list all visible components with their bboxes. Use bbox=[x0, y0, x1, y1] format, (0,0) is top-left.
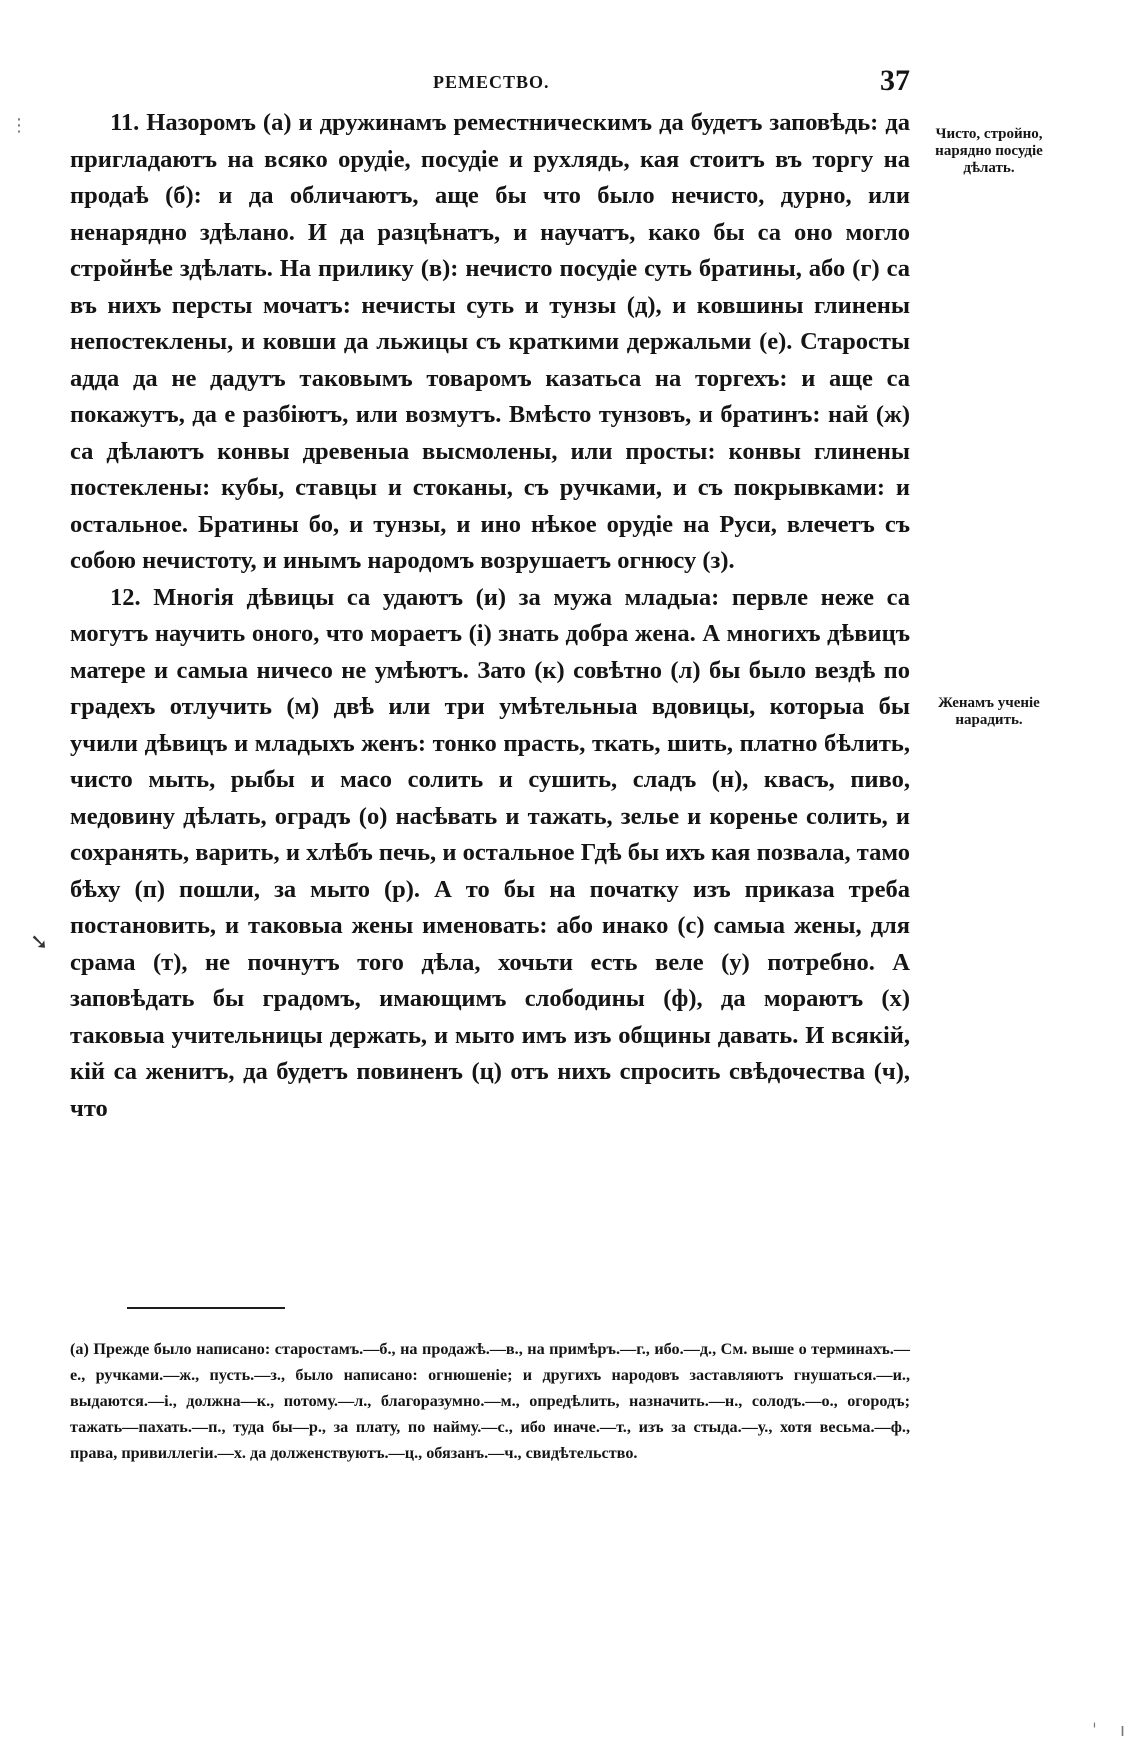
margin-note-women-education: Женамъ ученіе нарадить. bbox=[938, 695, 1040, 728]
page-number: 37 bbox=[880, 64, 910, 97]
bottom-margin-line: ı bbox=[1120, 1720, 1126, 1741]
paragraph-12: 12. Многія дѣвицы са удаютъ (и) за мужа младыа: первле неже са могутъ научить оного, что мораетъ (і) знать добра жена. А многихъ дѣвицъ матере и самыа ничесо не умѣютъ. Зато (к) совѣтно (л) бы было вездѣ по градехъ отлучить (м) двѣ или три умѣтельныа вдовицы, которыа бы учили дѣвицъ и младыхъ женъ: тонко прасть, ткать, шить, платно бѣлить, чисто мыть, рыбы и масо солить и сушить, сладъ (н), квасъ, пиво, медовину дѣлать, оградъ (о) насѣвать и тажать, зелье и коренье солить, и сохранять, варить, и хлѣбъ печь, и остальное Гдѣ бы ихъ кая позвала, тамо бѣху (п) пошли, за мыто (р). А то бы на початку изъ приказа треба постановить, и таковыа жены именовать: або инако (с) самыа жены, для срама (т), не почнутъ того дѣла, хочьти есть веле (у) потребно. А заповѣдать бы градомъ, имающимъ слободины (ф), да мораютъ (х) таковыа учительницы держать, и мыто имъ изъ общины давать. И всякій, кій са женитъ, да будетъ повиненъ (ц) отъ нихъ спросить свѣдочества (ч), что bbox=[70, 583, 910, 1122]
footnote-divider bbox=[127, 1307, 285, 1309]
bottom-margin-mark: ˈ bbox=[1092, 1720, 1097, 1741]
footnotes: (а) Прежде было написано: старостамъ.—б., на продажѣ.—в., на примѣръ.—г., ибо.—д., См. выше о терминахъ.—е., ручками.—ж., пусть.—з., было написано: огнюшеніе; и другихъ народовъ заставляютъ гнушаться.—и., выдаются.—і., должна—к., потому.—л., благоразумно.—м., опредѣлить, назначить.—н., солодъ.—о., огородъ; тажать—пахать.—п., туда бы—р., за плату, по найму.—с., ибо иначе.—т., изъ за стыда.—у., хотя весьма.—ф., права, привиллегіи.—х. да долженствуютъ.—ц., обязанъ.—ч., свидѣтельство. bbox=[70, 1340, 910, 1462]
running-head bbox=[70, 64, 910, 104]
left-margin-dots: ⋮ bbox=[10, 115, 28, 136]
main-text bbox=[70, 105, 910, 1127]
paragraph-11: 11. Назоромъ (а) и дружинамъ реместническимъ да будетъ заповѣдь: да пригладаютъ на всяко орудіе, посудіе и рухлядь, кая стоитъ въ торгу на продаѣ (б): и да обличаютъ, аще бы что было нечисто, дурно, или ненарядно здѣлано. И да разцѣнатъ, и научатъ, како бы са оно могло стройнѣе здѣлать. На прилику (в): нечисто посудіе суть братины, або (г) са въ нихъ персты мочатъ: нечисты суть и тунзы (д), и ковшины глинены непостеклены, и ковши да льжицы съ краткими держальми (е). Старосты адда да не дадутъ таковымъ товаромъ казатьса на торгехъ: и аще са покажутъ, да е разбіютъ, или возмутъ. Вмѣсто тунзовъ, и братинъ: най (ж) са дѣлаютъ конвы древеныа высмолены, или просты: конвы глинены постеклены: кубы, ставцы и стоканы, съ ручками, и съ покрывками: и остальное. Братины бо, и тунзы, и ино нѣкое орудіе на Руси, влечетъ съ собою нечистоту, и инымъ народомъ возрушаетъ огнюсу (з). bbox=[70, 109, 910, 574]
left-margin-arrow: ➘ bbox=[30, 930, 49, 955]
margin-note-clean-utensils: Чисто, стройно, нарядно посудіе дѣлать. bbox=[935, 126, 1043, 176]
running-title: РЕМЕСТВО. bbox=[433, 72, 550, 92]
